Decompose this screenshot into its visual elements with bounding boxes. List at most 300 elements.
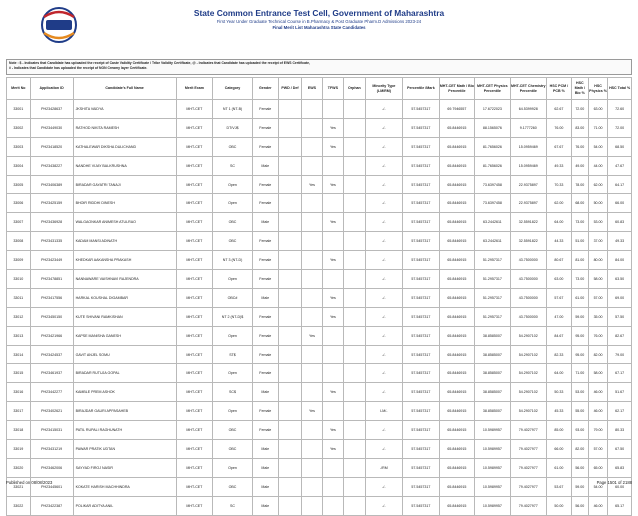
table-cell: [278, 251, 302, 270]
table-cell: 82.00: [588, 345, 607, 364]
table-cell: 65.8446915: [439, 326, 474, 345]
table-cell: 68.00: [571, 194, 588, 213]
table-cell: PH23442277: [30, 383, 73, 402]
table-cell: [278, 345, 302, 364]
table-cell: 51.2957317: [475, 270, 510, 289]
table-cell: 62.17: [608, 402, 632, 421]
table-cell: 63.2442611: [475, 232, 510, 251]
table-cell: [344, 175, 365, 194]
table-row: [7, 383, 632, 402]
table-cell: 64.5399928: [510, 100, 547, 119]
table-cell: 62.67: [547, 100, 572, 119]
table-row: [7, 288, 632, 307]
table-cell: [302, 137, 322, 156]
table-cell: [302, 307, 322, 326]
table-cell: 10.5989957: [475, 496, 510, 515]
table-cell: 63.2442611: [475, 213, 510, 232]
table-cell: PH23415031: [30, 421, 73, 440]
table-cell: 33022: [7, 496, 31, 515]
table-row: [7, 270, 632, 289]
table-cell: Male: [252, 440, 278, 459]
table-cell: BIRADAR GAYATRI TANAJI: [73, 175, 176, 194]
table-row: [7, 440, 632, 459]
table-cell: MHT-CET: [176, 118, 213, 137]
table-cell: 38.8585007: [475, 364, 510, 383]
table-cell: MHT-CET: [176, 232, 213, 251]
table-cell: 57.5457317: [403, 402, 440, 421]
table-cell: 47.67: [608, 156, 632, 175]
table-cell: [278, 288, 302, 307]
table-cell: 67.67: [547, 137, 572, 156]
table-cell: [278, 496, 302, 515]
table-cell: Yes: [302, 402, 322, 421]
table-cell: KAMBLE PREM ASHOK: [73, 383, 176, 402]
table-cell: [278, 270, 302, 289]
table-cell: Female: [252, 402, 278, 421]
table-cell: 57.5457317: [403, 213, 440, 232]
table-cell: [322, 156, 343, 175]
table-cell: 57.5457317: [403, 288, 440, 307]
table-cell: 57.5457317: [403, 458, 440, 477]
table-cell: 57.5457317: [403, 440, 440, 459]
table-cell: 80.67: [547, 251, 572, 270]
table-cell: NT 2 (NT-D)$: [213, 307, 253, 326]
table-cell: 54.2907102: [510, 383, 547, 402]
table-cell: PH23402621: [30, 402, 73, 421]
table-cell: Yes: [322, 288, 343, 307]
table-cell: NANDHE VIJAY BALKRUSHNA: [73, 156, 176, 175]
table-cell: Open: [213, 194, 253, 213]
table-cell: 57.5457317: [403, 326, 440, 345]
table-row: [7, 137, 632, 156]
column-header: EWS: [302, 78, 322, 100]
table-cell: [322, 477, 343, 496]
table-cell: 49.33: [547, 156, 572, 175]
table-cell: 57.5457317: [403, 270, 440, 289]
table-cell: Male: [252, 213, 278, 232]
table-cell: 57.5457317: [403, 496, 440, 515]
table-cell: PH23422387: [30, 496, 73, 515]
table-cell: 55.00: [571, 402, 588, 421]
table-cell: [278, 440, 302, 459]
table-cell: KOKATE HARISH MACHHINDRA: [73, 477, 176, 496]
table-cell: [344, 137, 365, 156]
table-cell: Open: [213, 364, 253, 383]
column-header: Merit No: [7, 78, 31, 100]
table-cell: 57.5457317: [403, 251, 440, 270]
table-cell: 43.7500000: [510, 251, 547, 270]
table-cell: Female: [252, 118, 278, 137]
table-cell: [344, 307, 365, 326]
table-row: [7, 345, 632, 364]
table-cell: [344, 156, 365, 175]
table-cell: -/-: [365, 251, 403, 270]
table-cell: MHT-CET: [176, 496, 213, 515]
table-cell: 50.00: [547, 496, 572, 515]
table-cell: 66.00: [547, 440, 572, 459]
table-cell: MHT-CET: [176, 288, 213, 307]
table-cell: -/-: [365, 137, 403, 156]
table-cell: 51.2957317: [475, 288, 510, 307]
table-cell: 73.00: [571, 270, 588, 289]
table-cell: 10.5989957: [475, 440, 510, 459]
table-cell: 17.6722023: [475, 100, 510, 119]
table-cell: Female: [252, 194, 278, 213]
table-cell: 62.00: [588, 175, 607, 194]
table-cell: [302, 156, 322, 175]
table-cell: [344, 458, 365, 477]
table-cell: 57.5457317: [403, 307, 440, 326]
table-cell: 68.50: [608, 137, 632, 156]
table-cell: [278, 213, 302, 232]
table-cell: 51.67: [608, 383, 632, 402]
table-cell: 65.8446915: [439, 440, 474, 459]
table-cell: MHT-CET: [176, 458, 213, 477]
table-cell: 85.00: [547, 421, 572, 440]
table-cell: MHT-CET: [176, 402, 213, 421]
table-cell: 46.00: [588, 402, 607, 421]
table-cell: 65.8446915: [439, 156, 474, 175]
table-cell: MHT-CET: [176, 345, 213, 364]
table-cell: 76.00: [571, 137, 588, 156]
table-cell: 65.8446915: [439, 175, 474, 194]
table-cell: Male: [252, 496, 278, 515]
table-cell: Yes: [322, 175, 343, 194]
table-cell: 33014: [7, 345, 31, 364]
table-cell: [278, 458, 302, 477]
table-cell: [344, 194, 365, 213]
table-cell: KATHALEWAR DIKSHA DULICHAND: [73, 137, 176, 156]
table-cell: Male: [252, 288, 278, 307]
table-cell: 53.00: [571, 383, 588, 402]
table-cell: MHT-CET: [176, 364, 213, 383]
table-row: [7, 232, 632, 251]
table-cell: 33007: [7, 213, 31, 232]
table-cell: 57.5457317: [403, 421, 440, 440]
table-cell: -/-: [365, 232, 403, 251]
table-cell: 38.8585007: [475, 402, 510, 421]
table-cell: OBC: [213, 440, 253, 459]
table-cell: Open: [213, 175, 253, 194]
table-cell: 9.1777260: [510, 118, 547, 137]
table-cell: [322, 458, 343, 477]
column-header: Application ID: [30, 78, 73, 100]
table-cell: OBC: [213, 213, 253, 232]
table-cell: PH23425159: [30, 194, 73, 213]
table-cell: Female: [252, 251, 278, 270]
table-cell: 37.00: [588, 232, 607, 251]
merit-list-caption: Final Merit List Maharashtra State Candidates: [272, 25, 366, 30]
table-row: [7, 194, 632, 213]
table-cell: [278, 118, 302, 137]
table-cell: PATIL RUPALI RAGHUNATH: [73, 421, 176, 440]
table-cell: Yes: [302, 326, 322, 345]
table-cell: 57.5457317: [403, 137, 440, 156]
table-cell: 54.2907102: [510, 402, 547, 421]
table-cell: [302, 100, 322, 119]
table-cell: 38.8585007: [475, 383, 510, 402]
table-cell: OBC: [213, 137, 253, 156]
table-cell: 72.00: [571, 100, 588, 119]
table-cell: 83.00: [571, 118, 588, 137]
table-cell: SAYYAD FIROJ NASIR: [73, 458, 176, 477]
table-cell: [344, 383, 365, 402]
table-cell: Open: [213, 326, 253, 345]
table-cell: KUTE SHIVANI RAMKISHAN: [73, 307, 176, 326]
column-header: MHT-CET Physics Percentile: [475, 78, 510, 100]
table-cell: 66.00: [608, 194, 632, 213]
table-cell: 57.67: [547, 288, 572, 307]
table-cell: KHEDKAR AAKANSHA PRAKASH: [73, 251, 176, 270]
table-cell: [322, 194, 343, 213]
table-cell: 81.00: [571, 251, 588, 270]
table-cell: 65.8446915: [439, 383, 474, 402]
table-cell: PH23417556: [30, 288, 73, 307]
table-cell: Female: [252, 232, 278, 251]
table-cell: 38.8585007: [475, 326, 510, 345]
table-cell: 32.5591822: [510, 232, 547, 251]
table-cell: [344, 100, 365, 119]
table-cell: PH23450150: [30, 307, 73, 326]
table-cell: 82.00: [571, 440, 588, 459]
table-cell: 33021: [7, 477, 31, 496]
table-cell: 65.8446915: [439, 458, 474, 477]
table-cell: MHT-CET: [176, 421, 213, 440]
table-cell: 57.5457317: [403, 364, 440, 383]
table-cell: [278, 402, 302, 421]
table-cell: 67.50: [608, 440, 632, 459]
table-cell: [344, 288, 365, 307]
table-cell: [278, 307, 302, 326]
table-cell: 61.00: [571, 288, 588, 307]
table-cell: [344, 326, 365, 345]
table-cell: 93.00: [571, 421, 588, 440]
table-cell: [322, 345, 343, 364]
column-header: TFWS: [322, 78, 343, 100]
table-cell: [278, 326, 302, 345]
table-cell: 33009: [7, 251, 31, 270]
table-cell: 65.8446915: [439, 270, 474, 289]
table-cell: 33016: [7, 383, 31, 402]
table-cell: 65.8446915: [439, 364, 474, 383]
table-cell: [344, 440, 365, 459]
table-cell: 64.17: [608, 175, 632, 194]
table-cell: 54.00: [588, 477, 607, 496]
table-cell: [302, 496, 322, 515]
table-cell: [302, 421, 322, 440]
table-cell: [344, 345, 365, 364]
table-cell: PH23478851: [30, 270, 73, 289]
table-cell: 65.8446915: [439, 402, 474, 421]
table-cell: 71.00: [571, 364, 588, 383]
table-cell: 72.00: [608, 118, 632, 137]
table-cell: 33019: [7, 440, 31, 459]
table-cell: 59.00: [571, 477, 588, 496]
table-cell: 72.60: [608, 100, 632, 119]
table-cell: -/-: [365, 100, 403, 119]
table-cell: Male: [252, 458, 278, 477]
table-cell: 65.8446915: [439, 194, 474, 213]
column-header: Orphan: [344, 78, 365, 100]
table-cell: Open: [213, 458, 253, 477]
table-cell: 45.33: [547, 402, 572, 421]
table-cell: 38.8585007: [475, 345, 510, 364]
table-cell: [278, 137, 302, 156]
table-cell: 65.8446915: [439, 118, 474, 137]
table-cell: 33004: [7, 156, 31, 175]
table-cell: 56.00: [571, 496, 588, 515]
table-cell: MHT-CET: [176, 156, 213, 175]
page-title: State Common Entrance Test Cell, Government of Maharashtra: [193, 8, 445, 18]
table-cell: 64.00: [547, 213, 572, 232]
table-cell: [322, 364, 343, 383]
table-cell: BHOIR RIDDHI DINESH: [73, 194, 176, 213]
table-cell: [344, 118, 365, 137]
table-cell: PH23445601: [30, 477, 73, 496]
table-row: [7, 364, 632, 383]
table-cell: Male: [252, 156, 278, 175]
table-cell: 51.00: [571, 232, 588, 251]
table-cell: Yes: [322, 118, 343, 137]
table-cell: 65.8446915: [439, 251, 474, 270]
table-cell: [322, 326, 343, 345]
table-cell: KAPSE MANISHA GANESH: [73, 326, 176, 345]
table-cell: OBC: [213, 232, 253, 251]
table-cell: [344, 477, 365, 496]
table-cell: -/-: [365, 383, 403, 402]
table-cell: 63.00: [547, 270, 572, 289]
table-cell: -/-: [365, 440, 403, 459]
table-cell: 22.9375897: [510, 194, 547, 213]
table-cell: 32.5591822: [510, 213, 547, 232]
table-cell: [302, 232, 322, 251]
table-cell: [322, 232, 343, 251]
table-cell: Yes: [322, 251, 343, 270]
table-cell: [344, 364, 365, 383]
table-cell: 63.00: [588, 100, 607, 119]
table-cell: Male: [252, 383, 278, 402]
table-cell: 53.67: [547, 477, 572, 496]
table-cell: GAVIT ANJEL SOMU: [73, 345, 176, 364]
table-cell: 49.33: [608, 232, 632, 251]
column-header: HSC Physics %: [588, 78, 607, 100]
table-row: [7, 307, 632, 326]
table-cell: [344, 213, 365, 232]
column-header: HSC Math / Bio %: [571, 78, 588, 100]
table-cell: Yes: [322, 137, 343, 156]
table-cell: 49.00: [571, 156, 588, 175]
table-cell: MHT-CET: [176, 194, 213, 213]
table-cell: Yes: [322, 383, 343, 402]
table-cell: [322, 496, 343, 515]
table-cell: 65.17: [608, 496, 632, 515]
table-cell: Open: [213, 402, 253, 421]
table-cell: -/RM: [365, 458, 403, 477]
table-cell: 33006: [7, 194, 31, 213]
table-cell: 33008: [7, 232, 31, 251]
table-cell: [344, 270, 365, 289]
table-cell: PH23428637: [30, 100, 73, 119]
table-cell: 57.5457317: [403, 156, 440, 175]
table-cell: 60.83: [608, 213, 632, 232]
table-cell: SC$: [213, 383, 253, 402]
table-cell: 79.4027977: [510, 421, 547, 440]
table-cell: 69.00: [608, 288, 632, 307]
table-row: [7, 458, 632, 477]
table-row: [7, 156, 632, 175]
table-cell: 73.6397458: [475, 194, 510, 213]
table-cell: PAWAR PRATIK UDTAN: [73, 440, 176, 459]
table-cell: Yes: [322, 307, 343, 326]
table-cell: NT 1 (NT-B): [213, 100, 253, 119]
table-cell: Female: [252, 421, 278, 440]
table-cell: 33005: [7, 175, 31, 194]
table-cell: [344, 496, 365, 515]
table-row: [7, 175, 632, 194]
table-cell: [344, 232, 365, 251]
table-cell: OBC: [213, 477, 253, 496]
table-cell: Female: [252, 175, 278, 194]
table-cell: 78.00: [571, 175, 588, 194]
table-cell: [302, 118, 322, 137]
table-cell: 73.00: [571, 213, 588, 232]
column-header: Candidate's Full Name: [73, 78, 176, 100]
table-cell: KADAM MANSI ADINATH: [73, 232, 176, 251]
table-cell: 79.4027977: [510, 496, 547, 515]
table-cell: [302, 440, 322, 459]
table-cell: [278, 477, 302, 496]
table-cell: 44.33: [547, 232, 572, 251]
table-cell: [302, 270, 322, 289]
column-header: PWD / Def: [278, 78, 302, 100]
table-cell: [322, 402, 343, 421]
table-cell: Open: [213, 270, 253, 289]
table-cell: 10.5989957: [475, 421, 510, 440]
table-cell: 65.8446915: [439, 213, 474, 232]
table-cell: 65.83: [608, 458, 632, 477]
table-cell: 58.00: [588, 270, 607, 289]
table-cell: WALGAONKAR ANIMESH ATULRAO: [73, 213, 176, 232]
table-cell: 53.00: [588, 213, 607, 232]
table-cell: ST$: [213, 345, 253, 364]
column-header: Gender: [252, 78, 278, 100]
table-cell: 82.33: [547, 345, 572, 364]
table-cell: 65.00: [588, 458, 607, 477]
note-line: Note : $ - Indicates that Candidate has uploaded the receipt of Caste Validity Certificate / Tribe Validity Certificate, @ - Indicates that Candidate has uploaded the receipt of EWS Certificate,: [9, 61, 310, 65]
table-cell: 80.00: [588, 251, 607, 270]
page-number: Page 1501 of 2188: [596, 480, 632, 485]
table-cell: [278, 232, 302, 251]
table-cell: 65.8446915: [439, 288, 474, 307]
table-cell: [344, 251, 365, 270]
table-cell: 33002: [7, 118, 31, 137]
table-cell: OBC#: [213, 288, 253, 307]
table-header-row: [7, 78, 632, 100]
table-cell: SC: [213, 496, 253, 515]
table-cell: MHT-CET: [176, 175, 213, 194]
table-row: [7, 421, 632, 440]
table-cell: 81.7656026: [475, 156, 510, 175]
table-cell: PH23462006: [30, 458, 73, 477]
table-cell: 95.00: [571, 326, 588, 345]
table-cell: 79.00: [608, 345, 632, 364]
table-cell: MHT-CET: [176, 137, 213, 156]
table-cell: [302, 213, 322, 232]
table-cell: -/-: [365, 194, 403, 213]
table-cell: 56.00: [571, 458, 588, 477]
table-cell: -/-: [365, 496, 403, 515]
table-cell: [302, 345, 322, 364]
